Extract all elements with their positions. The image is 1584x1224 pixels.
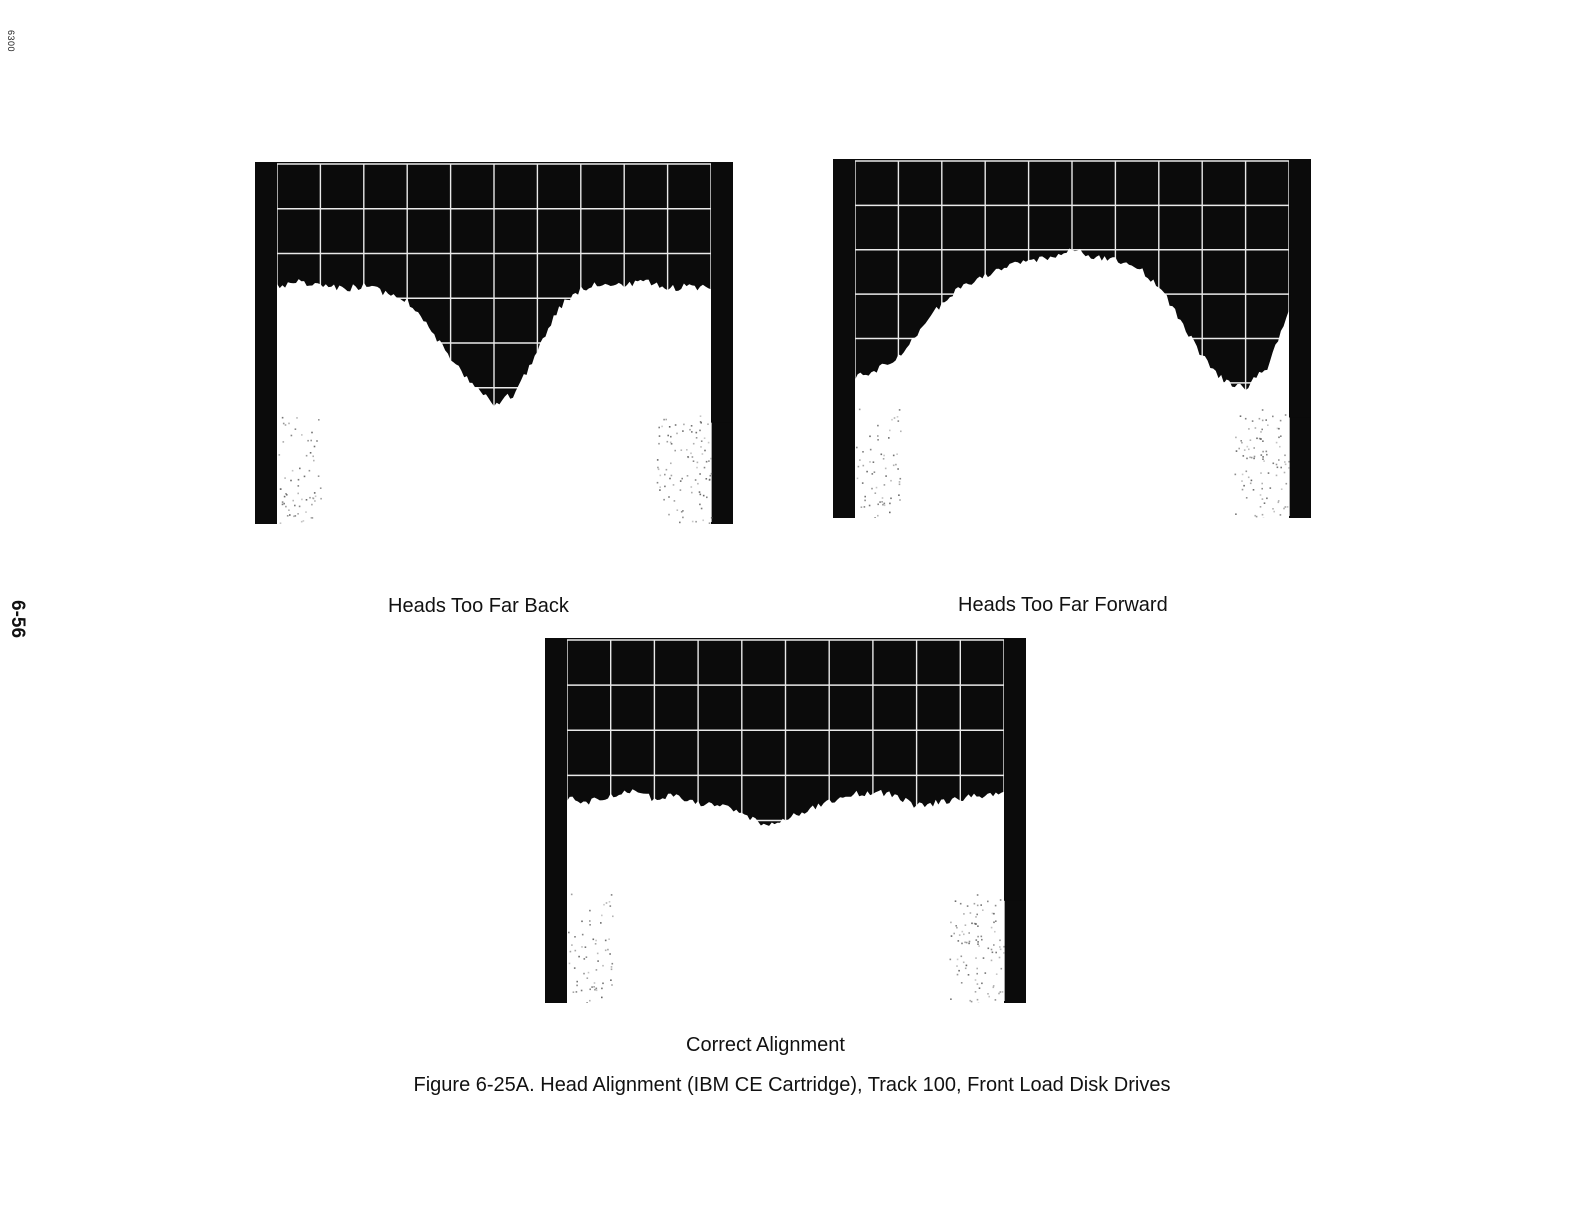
figure-caption: Figure 6-25A. Head Alignment (IBM CE Cartridge), Track 100, Front Load Disk Drives [413,1074,1171,1096]
scope-bezel-left [255,162,277,524]
scope-bezel-right [711,162,733,423]
scope-bezel-left [833,159,855,518]
page-number: 6-56 [7,600,28,639]
oscilloscope-photo-correct [545,638,1026,1003]
caption-correct-alignment: Correct Alignment [686,1034,845,1056]
scope-bezel-left [545,638,567,1003]
scope-bezel-right [1289,159,1311,417]
caption-heads-too-far-forward: Heads Too Far Forward [958,594,1168,616]
scope-bezel-right [1004,638,1026,901]
side-code: 6300 [6,30,16,53]
scope-signal-trace [567,789,1004,1003]
oscilloscope-photo-forward [833,159,1311,518]
caption-heads-too-far-back: Heads Too Far Back [388,595,569,617]
oscilloscope-photo-back [255,162,733,524]
